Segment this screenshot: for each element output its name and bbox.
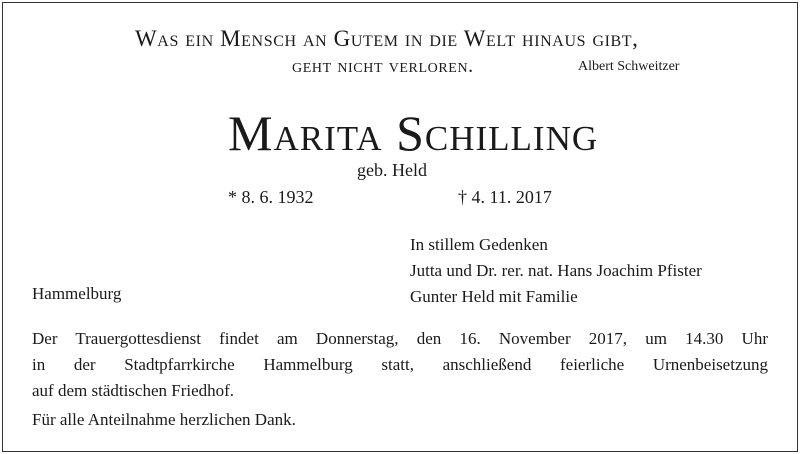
service-info <box>32 326 768 404</box>
mourners-block <box>410 232 702 310</box>
quote-author: Albert Schweitzer <box>578 59 680 74</box>
mourners-line: Gunter Held mit Familie <box>410 287 578 306</box>
service-line: auf dem städtischen Friedhof. <box>32 381 235 400</box>
place-name: Hammelburg <box>32 284 122 303</box>
mourners-line: In stillem Gedenken <box>410 235 548 254</box>
quote-line-2: geht nicht verloren. <box>292 55 474 77</box>
service-line: in der Stadtpfarrkirche Hammelburg statt, anschließend feierliche Urnenbeisetzung <box>32 355 768 374</box>
quote-line-1: Was ein Mensch an Gutem in die Welt hinaus gibt, <box>135 26 639 51</box>
thanks-text: Für alle Anteilnahme herzlichen Dank. <box>32 410 296 429</box>
service-line: Der Trauergottesdienst findet am Donnerstag, den 16. November 2017, um 14.30 Uhr <box>32 329 768 348</box>
deceased-name: Marita Schilling <box>228 105 599 161</box>
maiden-name: geb. Held <box>357 160 427 180</box>
birth-date: * 8. 6. 1932 <box>228 187 314 207</box>
mourners-line: Jutta und Dr. rer. nat. Hans Joachim Pfister <box>410 261 702 280</box>
death-date: † 4. 11. 2017 <box>458 187 552 207</box>
